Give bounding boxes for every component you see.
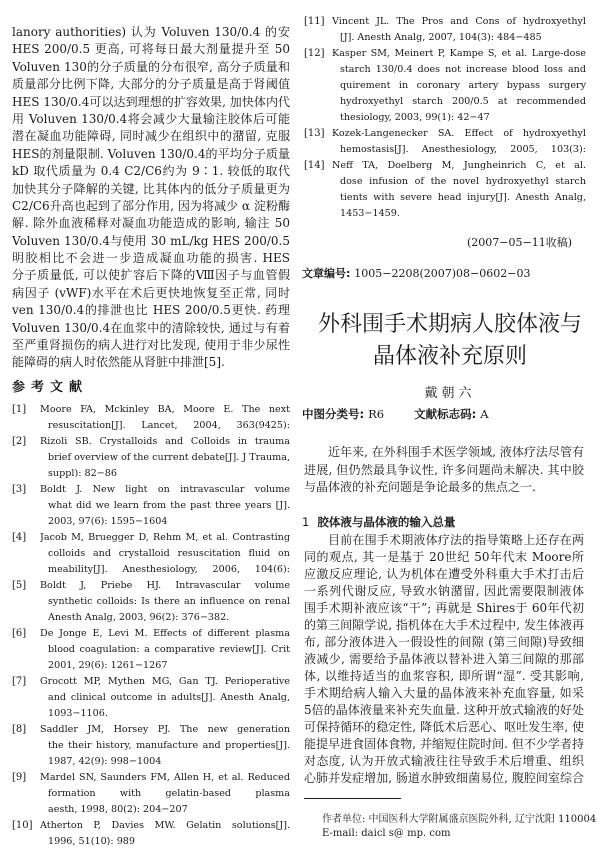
reference-number: [9] (12, 772, 27, 783)
references-list-left (12, 402, 290, 850)
text-line: 病因子 (vWF)水平在术后更快地恢复至正常, 同时 (12, 285, 290, 300)
reference-text-line: Saddler JM, Horsey PJ. The new generation (40, 724, 290, 735)
reference-text-line: blood coagulation: a comparative review[J]. Crit (48, 644, 290, 655)
classification-value: R6 (368, 407, 385, 421)
reference-text-line: Kozek-Langenecker SA. Effect of hydroxyethyl (332, 128, 586, 139)
text-line: 的第三间隙学说, 指机体在大手术过程中, 发生体液再 (304, 618, 584, 632)
section-number: 1 (302, 515, 310, 529)
doc-code-value: A (480, 407, 489, 421)
title-line: 晶体液补充原则 (372, 344, 527, 369)
reference-text-line: thesiology, 2003, 99(1): 42−47 (340, 112, 490, 123)
left-body-text (12, 24, 290, 372)
reference-item (12, 722, 290, 770)
reference-text-line: Neff TA, Doelberg M, Jungheinrich C, et al. (332, 160, 586, 171)
reference-text-line: hemostasis[J]. Anesthesiology, 2005, 103(3): (340, 144, 586, 155)
reference-text-line: colloids and crystalloid resuscitation fluid on (48, 548, 290, 559)
reference-text-line: Boldt J, Priebe HJ. Intravascular volume (40, 580, 290, 591)
text-line: HES 200/0.5 更高, 可将每日最大剂量提升至 50 (12, 42, 290, 57)
doc-code-label: 文献标志码: (414, 407, 477, 421)
text-line: 布, 部分液体进入一假设性的间隙 (第三间隙)导致细 (304, 635, 584, 649)
reference-number: [11] (304, 16, 325, 27)
section-heading (302, 514, 455, 530)
text-line: 围手术期补液应该“干”; 再就是 Shires于 60年代初 (304, 601, 584, 615)
reference-number: [3] (12, 484, 27, 495)
reference-text-line: Boldt J. New light on intravascular volume (40, 484, 290, 495)
reference-number: [7] (12, 676, 27, 687)
footnote-divider (304, 798, 401, 799)
reference-number: [5] (12, 580, 27, 591)
section-title: 胶体液与晶体液的输入总量 (317, 515, 456, 529)
reference-item (12, 482, 290, 530)
classification-label: 中图分类号: (302, 407, 365, 421)
reference-text-line: dose infusion of the novel hydroxyethyl starch (340, 176, 586, 187)
reference-text-line: Moore FA, Mckinley BA, Moore E. The next (40, 404, 290, 415)
text-line: 潜在凝血功能障碍, 同时减少在组织中的潴留, 克服 (12, 129, 290, 144)
text-line: 一系列代谢反应, 导致水钠潴留, 因此需要限制液体 (304, 584, 584, 598)
reference-text-line: Vincent JL. The Pros and Cons of hydroxyethyl (332, 16, 586, 27)
text-line: 与晶体液的补充问题是争论最多的焦点之一. (304, 480, 536, 495)
text-line: 用 Voluven 130/0.4将会减少大量输注胶体后可能 (12, 111, 290, 126)
author-affiliation: 作者单位: 中国医科大学附属盛京医院外科, 辽宁沈阳 110004 (322, 814, 597, 825)
reference-text-line: Jacob M, Bruegger D, Rehm M, et al. Contrasting (40, 532, 290, 543)
reference-text-line: Anesth Analg, 2003, 96(2): 376−382. (48, 612, 230, 623)
text-line: 应激反应理论, 认为机体在遭受外科重大手术打击后 (304, 567, 584, 581)
reference-text-line: 1453−1459. (340, 208, 400, 219)
reference-item (12, 578, 290, 626)
reference-number: [8] (12, 724, 27, 735)
reference-item (12, 434, 290, 482)
reference-text-line: quirement in coronary artery bypass surgery (340, 80, 586, 91)
author-email: E-mail: daicl s@ mp. com (322, 828, 451, 839)
text-line: Voluven 130/0.4与使用 30 mL/kg HES 200/0.5 (12, 233, 290, 248)
reference-item (304, 14, 586, 46)
reference-text-line: Kasper SM, Meinert P, Kampe S, et al. Large-dose (332, 48, 586, 59)
reference-text-line: suppl): 82−86 (48, 468, 117, 479)
reference-text-line: Grocott MP, Mythen MG, Gan TJ. Perioperative (40, 676, 290, 687)
reference-number: [14] (304, 160, 325, 171)
reference-number: [1] (12, 404, 27, 415)
text-line: 能提早进食固体食物, 并缩短住院时间. 但不少学者持 (304, 737, 584, 751)
reference-text-line: hydroxyethyl starch 200/0.5 at recommended (340, 96, 586, 107)
reference-text-line: synthetic colloids: Is there an influence on renal (48, 596, 290, 607)
text-line: 能障碍的病人时依然能从肾脏中排泄[5]. (12, 355, 225, 370)
intro-paragraph (304, 444, 584, 497)
reference-item (304, 126, 586, 158)
reference-text-line: Mardel SN, Saunders FM, Allen H, et al. Reduced (40, 772, 290, 783)
text-line: 分子质量低, 可以使扩容后下降的Ⅷ因子与血管假 (12, 268, 290, 283)
reference-text-line: 1987, 42(9): 998−1004 (48, 756, 162, 767)
reference-text-line: 1093−1106. (48, 708, 108, 719)
reference-item (12, 818, 290, 850)
title-line: 外科围手术期病人胶体液与 (317, 312, 582, 337)
reference-text-line: what did we learn from the past three years [J]. (48, 500, 290, 511)
reference-text-line: Atherton P, Davies MW. Gelatin solutions[J]. (40, 820, 290, 831)
reference-text-line: tients with severe head injury[J]. Anesth Analg, (340, 192, 586, 203)
text-line: 可保持循环的稳定性, 降低术后恶心、呕吐发生率, 使 (304, 720, 584, 734)
article-number-value: 1005−2208(2007)08−0602−03 (354, 267, 531, 280)
text-line: 手术期给病人输入大量的晶体液来补充血容量, 如采 (304, 686, 584, 700)
reference-text-line: starch 130/0.4 does not increase blood loss and (340, 64, 586, 75)
reference-item (12, 402, 290, 434)
reference-number: [10] (12, 820, 33, 831)
text-line: C2/C6升高也起到了部分作用, 因为将减少 α 淀粉酶 (12, 198, 290, 213)
text-line: HES 130/0.4可以达到理想的扩容效果, 加快体内代 (12, 94, 290, 109)
text-line: Voluven 130/0.4在血浆中的清除较快, 通过与有着 (12, 320, 290, 335)
reference-item (12, 626, 290, 674)
received-date: (2007−05−11收稿) (466, 236, 572, 249)
reference-number: [4] (12, 532, 27, 543)
text-line: 对态度, 认为开放式输液往往导致手术后增重、组织 (304, 754, 584, 768)
text-line: 至严重肾损伤的病人进行对比发现, 使用于非少尿性 (12, 338, 290, 353)
text-line: 体, 以维持适当的血浆容积, 即所谓“湿”. 受其影响, (304, 669, 584, 683)
article-number (302, 265, 530, 281)
text-line: 同的观点, 其一是基于 20世纪 50年代末 Moore所 (304, 550, 584, 564)
reference-text-line: formation with gelatin-based plasma (48, 788, 290, 799)
text-line: 5倍的晶体液量来补充失血量. 这种开放式输液的好处 (304, 703, 584, 717)
text-line: 加快其分子降解的关键, 比其体内的低分子质量更为 (12, 181, 290, 196)
reference-number: [2] (12, 436, 27, 447)
reference-text-line: 2003, 97(6): 1595−1604 (48, 516, 168, 527)
text-line: HES的剂量限制. Voluven 130/0.4的平均分子质量 (12, 146, 290, 161)
reference-text-line: the their history, manufacture and properties[J]. (48, 740, 290, 751)
reference-item (12, 674, 290, 722)
section-body (304, 532, 584, 787)
reference-text-line: 1996, 51(10): 989 (48, 836, 136, 847)
references-heading: 参考文献 (12, 380, 89, 395)
reference-number: [12] (304, 48, 325, 59)
text-line: ven 130/0.4的排泄也比 HES 200/0.5更快. 药理 (12, 303, 290, 318)
reference-item (304, 158, 586, 222)
text-line: 解. 除外血液稀释对凝血功能造成的影响, 输注 50 (12, 216, 290, 231)
text-line: Voluven 130的分子质量的分布很窄, 高分子质量和 (12, 59, 290, 74)
reference-item (12, 770, 290, 818)
reference-item (304, 46, 586, 126)
reference-text-line: and clinical outcome in adults[J]. Anesth Analg, (48, 692, 290, 703)
text-line: lanory authorities) 认为 Voluven 130/0.4 的安 (12, 25, 290, 39)
text-line: 目前在围手术期液体疗法的指导策略上还存在两 (328, 533, 584, 547)
reference-text-line: 2001, 29(6): 1261−1267 (48, 660, 168, 671)
reference-text-line: meability[J]. Anesthesiology, 2006, 104(6): (48, 564, 290, 575)
reference-text-line: brief overview of the current debate[J]. J Trauma, (48, 452, 290, 463)
classification-line (302, 406, 515, 422)
reference-text-line: Rizoli SB. Crystalloids and Colloids in trauma (40, 436, 290, 447)
author-name: 戴朝六 (424, 386, 476, 401)
reference-number: [6] (12, 628, 27, 639)
text-line: 质量部分比例下降, 大部分的分子质量是高于肾阈值 (12, 77, 290, 92)
text-line: 液减少, 需要给予晶体液以替补进入第三间隙的那部 (304, 652, 584, 666)
reference-text-line: [J]. Anesth Analg, 2007, 104(3): 484−485 (340, 32, 542, 43)
reference-number: [13] (304, 128, 325, 139)
text-line: 明胶相比不会进一步造成凝血功能的损害. HES (12, 251, 290, 266)
article-number-label: 文章编号: (302, 267, 351, 280)
text-line: 进展, 但仍然最具争议性, 许多问题尚未解决. 其中胶 (304, 462, 584, 477)
text-line: kD 取代质量为 0.4 C2/C6约为 9∶1. 较低的取代 (12, 164, 290, 179)
reference-text-line: resuscitation[J]. Lancet, 2004, 363(9425): (48, 420, 290, 431)
reference-item (12, 530, 290, 578)
references-list-right (304, 14, 586, 222)
text-line: 近年来, 在外科围手术医学领域, 液体疗法尽管有 (328, 445, 584, 459)
text-line: 心肺并发症增加, 肠道水肿致细菌易位, 腹腔间室综合 (304, 771, 584, 785)
reference-text-line: aesth, 1998, 80(2): 204−207 (48, 804, 188, 815)
article-title (300, 309, 600, 373)
reference-text-line: De Jonge E, Levi M. Effects of different plasma (40, 628, 290, 639)
